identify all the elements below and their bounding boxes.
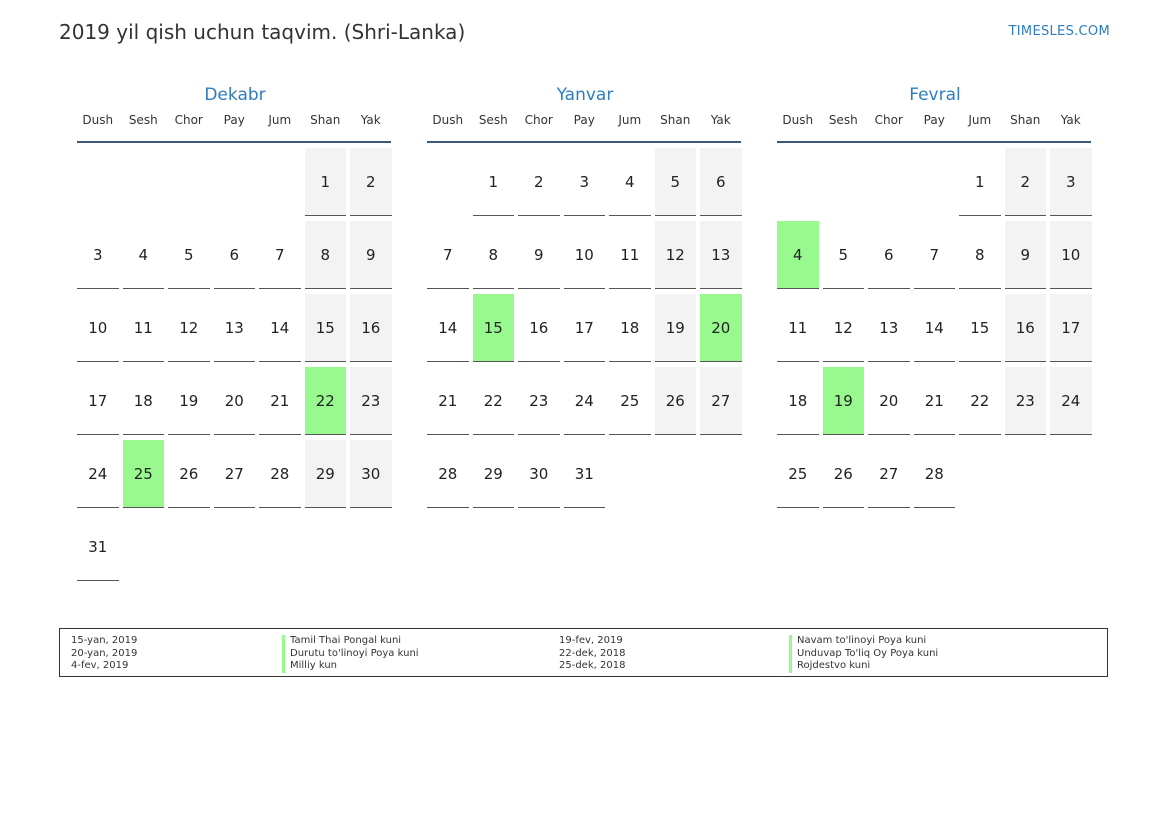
day-cell: 15 <box>305 294 347 362</box>
day-cell: 5 <box>823 221 865 289</box>
empty-day-cell <box>214 513 256 581</box>
day-cell: 24 <box>77 440 119 508</box>
day-cell: 13 <box>868 294 910 362</box>
month-name: Yanvar <box>556 85 614 105</box>
empty-day-cell <box>77 148 119 216</box>
day-cell: 1 <box>305 148 347 216</box>
legend-names-left <box>282 635 419 673</box>
empty-day-cell <box>305 513 347 581</box>
day-cell: 21 <box>914 367 956 435</box>
day-cell: 4 <box>777 221 819 289</box>
day-cell: 28 <box>259 440 301 508</box>
empty-day-cell <box>700 440 742 508</box>
day-cell: 14 <box>914 294 956 362</box>
day-cell: 19 <box>655 294 697 362</box>
day-cell: 2 <box>1005 148 1047 216</box>
legend-date: 15-yan, 2019 <box>71 635 138 646</box>
day-cell: 10 <box>1050 221 1092 289</box>
day-cell: 10 <box>564 221 606 289</box>
day-cell: 5 <box>655 148 697 216</box>
day-cell: 20 <box>214 367 256 435</box>
day-cell: 7 <box>914 221 956 289</box>
legend-date: 22-dek, 2018 <box>559 647 626 659</box>
weekday-label: Pay <box>223 113 245 127</box>
day-cell: 2 <box>350 148 392 216</box>
week-row <box>77 513 393 586</box>
day-cell: 16 <box>350 294 392 362</box>
weekday-label: Sesh <box>128 113 158 127</box>
day-cell: 22 <box>959 367 1001 435</box>
legend-holiday-name: Tamil Thai Pongal kuni <box>282 635 419 648</box>
day-cell: 20 <box>868 367 910 435</box>
empty-day-cell <box>1050 440 1092 508</box>
empty-day-cell <box>914 148 956 216</box>
day-cell: 25 <box>609 367 651 435</box>
day-cell: 11 <box>123 294 165 362</box>
weekday-label: Pay <box>573 113 595 127</box>
header-divider <box>777 141 1091 143</box>
day-cell: 24 <box>1050 367 1092 435</box>
weekday-label: Yak <box>710 113 731 127</box>
weekday-label: Jum <box>268 113 292 127</box>
empty-day-cell <box>959 440 1001 508</box>
day-cell: 27 <box>868 440 910 508</box>
weekday-label: Shan <box>310 113 341 127</box>
legend-holiday-name: Rojdestvo kuni <box>789 660 938 673</box>
day-cell: 15 <box>473 294 515 362</box>
weekday-header <box>427 108 743 132</box>
day-cell: 18 <box>777 367 819 435</box>
day-cell: 18 <box>609 294 651 362</box>
empty-day-cell <box>123 148 165 216</box>
day-cell: 25 <box>123 440 165 508</box>
week-row <box>427 148 743 221</box>
day-cell: 27 <box>214 440 256 508</box>
day-cell: 11 <box>777 294 819 362</box>
empty-day-cell <box>259 148 301 216</box>
day-cell: 23 <box>350 367 392 435</box>
weekday-header <box>77 108 393 132</box>
header-divider <box>427 141 741 143</box>
day-cell: 9 <box>518 221 560 289</box>
week-row <box>427 221 743 294</box>
empty-day-cell <box>609 440 651 508</box>
day-cell: 9 <box>350 221 392 289</box>
weekday-label: Chor <box>174 113 203 127</box>
weekday-label: Dush <box>782 113 814 127</box>
day-cell: 1 <box>959 148 1001 216</box>
legend-date: 20-yan, 2019 <box>71 647 138 659</box>
month-name: Dekabr <box>204 85 266 105</box>
day-cell: 27 <box>700 367 742 435</box>
day-cell: 19 <box>823 367 865 435</box>
legend-holiday-name: Unduvap To'liq Oy Poya kuni <box>789 648 938 661</box>
holiday-legend <box>59 628 1108 677</box>
day-cell: 4 <box>123 221 165 289</box>
day-cell: 31 <box>77 513 119 581</box>
day-cell: 22 <box>473 367 515 435</box>
week-row <box>427 440 743 513</box>
weekday-label: Sesh <box>478 113 508 127</box>
legend-holiday-name: Milliy kun <box>282 660 419 673</box>
empty-day-cell <box>655 440 697 508</box>
day-cell: 23 <box>518 367 560 435</box>
day-cell: 21 <box>427 367 469 435</box>
month-calendar <box>427 82 743 513</box>
day-cell: 6 <box>868 221 910 289</box>
empty-day-cell <box>777 148 819 216</box>
day-cell: 14 <box>427 294 469 362</box>
week-row <box>427 294 743 367</box>
day-cell: 10 <box>77 294 119 362</box>
day-cell: 31 <box>564 440 606 508</box>
legend-holiday-name: Navam to'linoyi Poya kuni <box>789 635 938 648</box>
empty-day-cell <box>823 148 865 216</box>
legend-date: 4-fev, 2019 <box>71 660 129 671</box>
month-calendar <box>77 82 393 586</box>
week-row <box>777 221 1093 294</box>
weekday-label: Pay <box>923 113 945 127</box>
empty-day-cell <box>168 148 210 216</box>
weekday-label: Sesh <box>828 113 858 127</box>
week-row <box>77 294 393 367</box>
week-row <box>77 367 393 440</box>
month-name: Fevral <box>909 85 961 105</box>
day-cell: 18 <box>123 367 165 435</box>
day-cell: 14 <box>259 294 301 362</box>
day-cell: 13 <box>700 221 742 289</box>
day-cell: 3 <box>564 148 606 216</box>
weekday-label: Shan <box>1010 113 1041 127</box>
week-row <box>77 440 393 513</box>
weekday-label: Shan <box>660 113 691 127</box>
empty-day-cell <box>123 513 165 581</box>
week-row <box>777 440 1093 513</box>
legend-date: 19-fev, 2019 <box>559 635 623 646</box>
day-cell: 12 <box>168 294 210 362</box>
day-cell: 29 <box>305 440 347 508</box>
header-divider <box>77 141 391 143</box>
day-cell: 21 <box>259 367 301 435</box>
day-cell: 30 <box>518 440 560 508</box>
day-cell: 6 <box>214 221 256 289</box>
day-cell: 30 <box>350 440 392 508</box>
weekday-label: Jum <box>968 113 992 127</box>
weekday-label: Dush <box>432 113 464 127</box>
page-title: 2019 yil qish uchun taqvim. (Shri-Lanka) <box>59 20 466 44</box>
day-cell: 16 <box>518 294 560 362</box>
month-calendar <box>777 82 1093 513</box>
empty-day-cell <box>168 513 210 581</box>
empty-day-cell <box>350 513 392 581</box>
day-cell: 7 <box>427 221 469 289</box>
weekday-label: Yak <box>360 113 381 127</box>
day-cell: 24 <box>564 367 606 435</box>
empty-day-cell <box>259 513 301 581</box>
day-cell: 5 <box>168 221 210 289</box>
brand-link[interactable]: TIMESLES.COM <box>1008 24 1110 39</box>
legend-holiday-name: Durutu to'linoyi Poya kuni <box>282 648 419 661</box>
weekday-label: Dush <box>82 113 114 127</box>
day-cell: 28 <box>427 440 469 508</box>
day-cell: 8 <box>305 221 347 289</box>
weekday-header <box>777 108 1093 132</box>
day-cell: 8 <box>473 221 515 289</box>
day-cell: 17 <box>564 294 606 362</box>
week-row <box>427 367 743 440</box>
day-cell: 1 <box>473 148 515 216</box>
day-cell: 28 <box>914 440 956 508</box>
day-cell: 26 <box>655 367 697 435</box>
week-row <box>777 367 1093 440</box>
day-cell: 26 <box>823 440 865 508</box>
day-cell: 16 <box>1005 294 1047 362</box>
empty-day-cell <box>1005 440 1047 508</box>
day-cell: 15 <box>959 294 1001 362</box>
day-cell: 3 <box>1050 148 1092 216</box>
day-cell: 4 <box>609 148 651 216</box>
day-cell: 13 <box>214 294 256 362</box>
empty-day-cell <box>868 148 910 216</box>
day-cell: 12 <box>655 221 697 289</box>
day-cell: 3 <box>77 221 119 289</box>
weekday-label: Jum <box>618 113 642 127</box>
day-cell: 17 <box>77 367 119 435</box>
weekday-label: Chor <box>874 113 903 127</box>
day-cell: 26 <box>168 440 210 508</box>
week-row <box>777 294 1093 367</box>
legend-date: 25-dek, 2018 <box>559 660 626 671</box>
day-cell: 25 <box>777 440 819 508</box>
day-cell: 7 <box>259 221 301 289</box>
weekday-label: Yak <box>1060 113 1081 127</box>
day-cell: 2 <box>518 148 560 216</box>
day-cell: 8 <box>959 221 1001 289</box>
day-cell: 29 <box>473 440 515 508</box>
legend-dates-left <box>71 635 137 673</box>
week-row <box>77 221 393 294</box>
day-cell: 23 <box>1005 367 1047 435</box>
empty-day-cell <box>214 148 256 216</box>
week-row <box>777 148 1093 221</box>
day-cell: 22 <box>305 367 347 435</box>
day-cell: 9 <box>1005 221 1047 289</box>
day-cell: 12 <box>823 294 865 362</box>
legend-names-right <box>789 635 938 673</box>
weekday-label: Chor <box>524 113 553 127</box>
legend-dates-right <box>559 635 625 673</box>
day-cell: 6 <box>700 148 742 216</box>
empty-day-cell <box>427 148 469 216</box>
day-cell: 19 <box>168 367 210 435</box>
week-row <box>77 148 393 221</box>
day-cell: 11 <box>609 221 651 289</box>
day-cell: 17 <box>1050 294 1092 362</box>
day-cell: 20 <box>700 294 742 362</box>
